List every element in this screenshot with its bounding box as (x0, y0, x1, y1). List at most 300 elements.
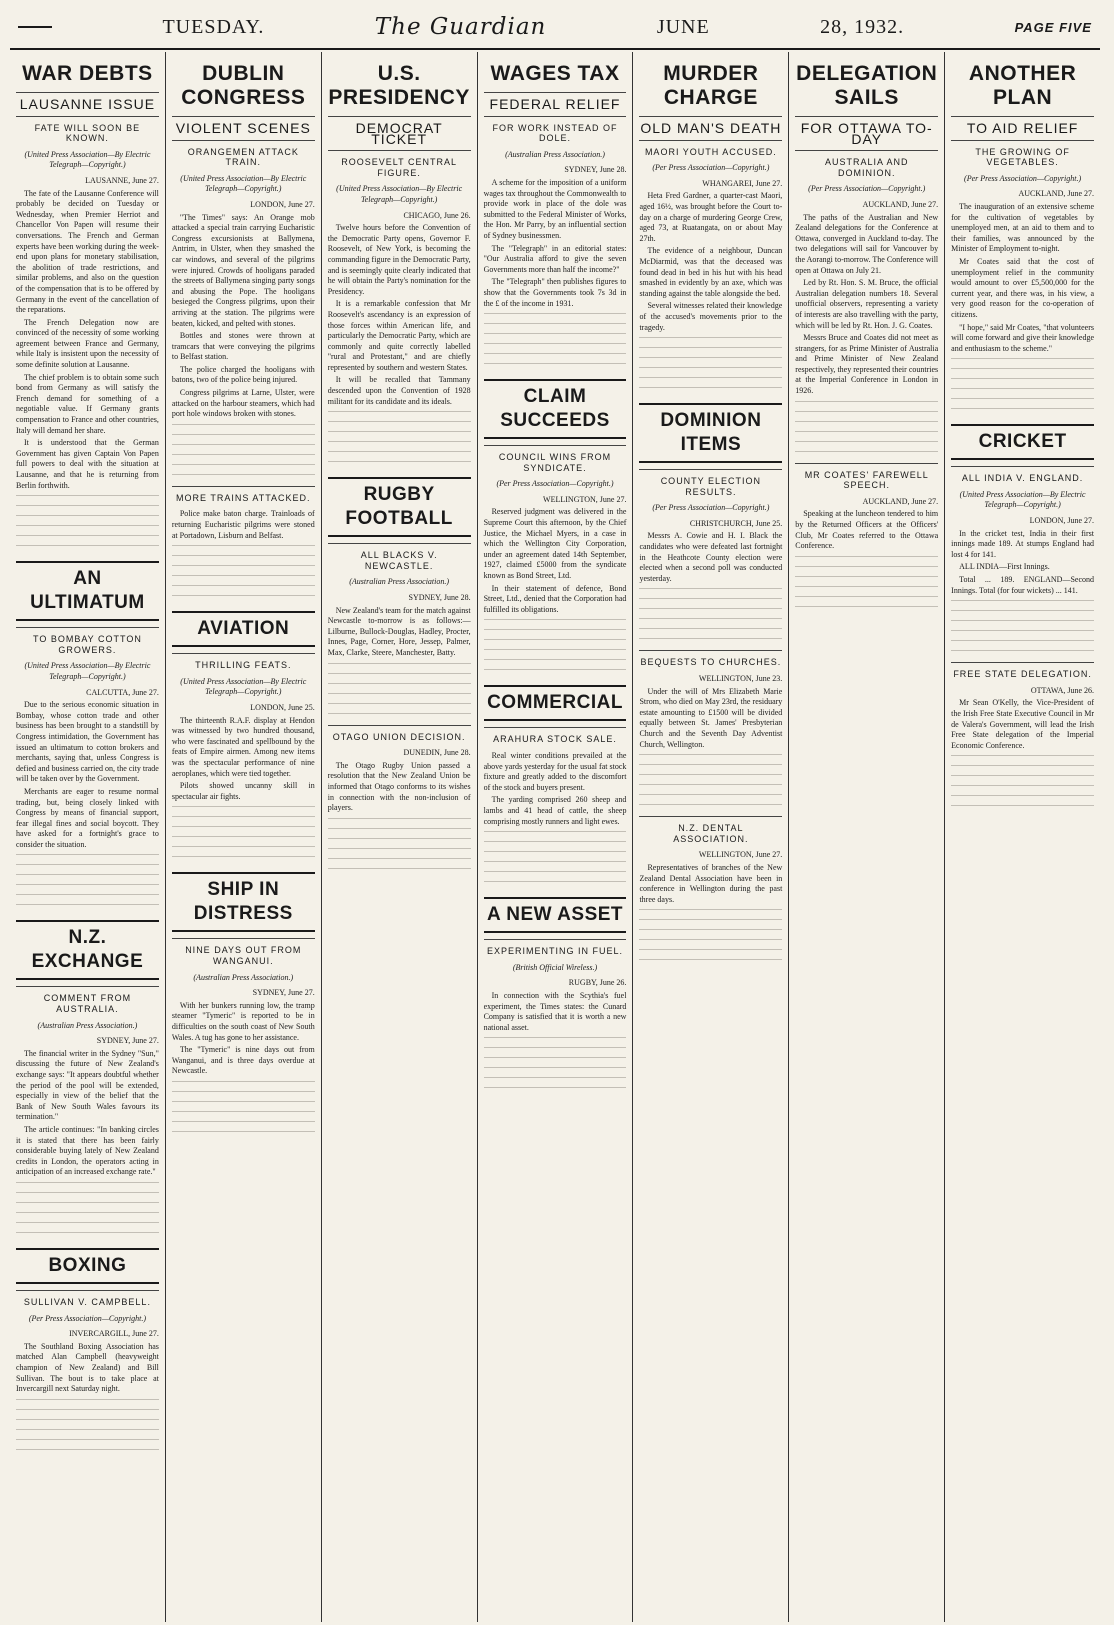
text-line (951, 765, 1094, 771)
text-line (484, 363, 627, 369)
text-line (484, 831, 627, 837)
text-line (16, 1202, 159, 1208)
article-credit: (Per Press Association—Copyright.) (652, 163, 770, 173)
article-paragraph: The paths of the Australian and New Zealand delegations for the Conference at Ottawa, converged in Auckland to-day. The two delegations will sail for Vancouver by the Aorangi to-morrow. The Conference will open at Ottawa on July 21. (795, 212, 939, 275)
article (16, 561, 159, 910)
article-deck: N.Z. DENTAL ASSOCIATION. (639, 816, 782, 844)
text-line (172, 1091, 315, 1097)
text-line (951, 610, 1094, 616)
text-line (328, 713, 471, 719)
article-paragraph: The "Tymeric" is nine days out from Wanganui, and is three days overdue at Newcastle. (171, 1045, 315, 1076)
text-line (16, 545, 159, 551)
article-paragraph: It will be recalled that Tammany descended upon the Convention of 1928 militant for its candidate and its ideals. (327, 375, 471, 406)
article-headline: AN ULTIMATUM (30, 568, 145, 614)
text-line (484, 333, 627, 339)
text-line (328, 818, 471, 824)
article-paragraph: Bottles and stones were thrown at tramcars that were conveying the pilgrims to Belfast station. (171, 331, 315, 362)
article-paragraph: The chief problem is to obtain some such bond from Germany as will satisfy the French demand for something of a negotiable value. If Germany grants compensation to France and other countries, Italy will demand her share. (16, 372, 159, 435)
article-body (16, 1049, 159, 1178)
column-3 (322, 52, 478, 1622)
text-line (795, 441, 938, 447)
text-line (172, 836, 315, 842)
article-dateline: AUCKLAND, June 27. (1018, 189, 1095, 199)
article-dateline: LONDON, June 27. (250, 199, 315, 209)
headline-box (639, 403, 782, 463)
text-line (172, 1081, 315, 1087)
text-line (172, 474, 315, 480)
article-paragraph: Twelve hours before the Convention of the Democratic Party opens, Governor F. Roosevelt, of New York, is becoming the commanding figure in the Democratic Party, and is seemingly quite clearly indicated that he will obtain the Party's nomination for the Presidency. (327, 223, 471, 296)
text-line (172, 816, 315, 822)
article-body (328, 606, 471, 659)
article (795, 62, 938, 457)
text-line (639, 764, 782, 770)
article (484, 379, 627, 675)
article (484, 685, 627, 887)
article-paragraph: Real winter conditions prevailed at the above yards yesterday for the usual fat stock fixture and greatly added to the discomfort of the stock and buyers present. (483, 751, 627, 792)
article (951, 62, 1094, 414)
article-dateline: WELLINGTON, June 23. (698, 674, 783, 684)
article (16, 920, 159, 1238)
headline-box (484, 379, 627, 439)
article-paragraph: Led by Rt. Hon. S. M. Bruce, the official Australian delegation numbers 18. Several unofficial observers, representing a variety of interests are also travelling with the party, which will be led by Rt. Hon. J. G. Coates. (795, 278, 939, 330)
article-headline: DOMINION ITEMS (660, 410, 762, 456)
text-line (172, 444, 315, 450)
article-paragraph: Congress pilgrims at Larne, Ulster, were attacked on the harbour steamers, which had port hole windows broken with stones. (171, 388, 315, 419)
text-line (795, 451, 938, 457)
article-body (951, 529, 1094, 597)
text-line (16, 1212, 159, 1218)
article-paragraph: The "Telegraph" in an editorial states: "Our Australia afford to give the seven Governments more than half the income?" (483, 243, 627, 274)
text-line (172, 555, 315, 561)
text-line (16, 495, 159, 501)
article-body (328, 761, 471, 814)
text-line (16, 884, 159, 890)
article (172, 486, 315, 601)
article (795, 463, 938, 612)
text-line (16, 1439, 159, 1445)
article-paragraph: Representatives of branches of the New Zealand Dental Association have been in conference in Wellington during the past three days. (639, 862, 783, 904)
text-line (16, 525, 159, 531)
article-headline: U.S. PRESIDENCY (328, 62, 470, 109)
article-headline: N.Z. EXCHANGE (31, 927, 144, 973)
text-line (328, 868, 471, 874)
text-line (639, 939, 782, 945)
article-deck: THE GROWING OF VEGETABLES. (951, 140, 1094, 168)
text-line (639, 909, 782, 915)
article-paragraph: Due to the serious economic situation in Bombay, whose cotton trade and other business has been brought to a standstill by Congress intimidation, the Government has issued an ultimatum to cotton brokers and merchants, saying that, unless Congress is defied and business carried on, the city trade will be taken over by the Government. (16, 700, 159, 784)
article-dateline: LONDON, June 25. (250, 703, 315, 712)
article-body (639, 863, 782, 905)
text-line (328, 451, 471, 457)
masthead-page-number: PAGE FIVE (1014, 19, 1092, 35)
text-line (172, 545, 315, 551)
article-paragraph: ALL INDIA—First Innings. (959, 562, 1050, 572)
text-line (795, 401, 938, 407)
article-dateline: CHICAGO, June 26. (403, 210, 471, 220)
article-body (639, 191, 782, 333)
article-paragraph: "The Times" says: An Orange mob attacked a special train carrying Eucharistic Congress excursionists at Ballymena, Antrim, in Ulster, when they smashed the car windows, and several of the pilgrims were injured. Crowds of hooligans paraded the streets of Ballymena singing party songs and abusing the Pope. The hooligans besieged the Congress pilgrims, upon their arriving at the station. The pilgrims were beaten, kicked, and pelted with stones. (171, 212, 315, 328)
text-line (172, 434, 315, 440)
text-line (16, 1222, 159, 1228)
text-line (16, 1232, 159, 1238)
text-line (484, 353, 627, 359)
article-deck: THRILLING FEATS. (172, 653, 315, 671)
article-credit: (Per Press Association—Copyright.) (808, 184, 926, 194)
text-line (639, 754, 782, 760)
text-line (639, 628, 782, 634)
article-deck: ARAHURA STOCK SALE. (484, 727, 627, 745)
article-paragraph: Messrs A. Cowie and H. I. Black the candidates who were defeated last fortnight in the Heathcote County election were elected when a second poll was conducted yesterday. (639, 531, 783, 583)
article (484, 897, 627, 1093)
masthead (10, 6, 1100, 50)
text-line (639, 784, 782, 790)
article-paragraph: Messrs Bruce and Coates did not meet as strangers, for as Prime Minister of Australia and Prime Minister of New Zealand respectively, they represented their countries at the Imperial Conference in London in 1926. (795, 333, 939, 396)
text-line (172, 424, 315, 430)
article-credit: (Australian Press Association.) (349, 577, 450, 587)
text-line (16, 1419, 159, 1425)
article-body (16, 189, 159, 492)
masthead-left-rule (18, 26, 52, 28)
article-paragraph: "I hope," said Mr Coates, "that volunteers will come forward and give their knowledge and enthusiasm to the scheme." (951, 322, 1095, 353)
article-dateline: WHANGAREI, June 27. (702, 178, 783, 188)
article-dateline: SYDNEY, June 27. (252, 988, 315, 998)
article-dateline: CALCUTTA, June 27. (86, 687, 159, 697)
text-line (484, 323, 627, 329)
newspaper-columns (10, 52, 1100, 1622)
article-paragraph: It is a remarkable confession that Mr Roosevelt's ascendancy is an expression of those forces within American life, and particularly the Democratic Party, which are commonly and quite correctly labelled "rural and Protestant," and are chiefly represented by southern and western States. (327, 299, 471, 372)
text-line (484, 629, 627, 635)
article-credit: (United Press Association—By Electric Telegraph—Copyright.) (959, 489, 1086, 510)
column-6 (789, 52, 945, 1622)
text-line (795, 421, 938, 427)
text-line (795, 596, 938, 602)
article-credit: (United Press Association—By Electric Telegraph—Copyright.) (24, 661, 151, 681)
text-line (484, 313, 627, 319)
article-paragraph: Mr Coates said that the cost of unemployment relief in the community would amount to over £5,500,000 for the current year, and there was, in his view, a very good reason for the co-operation of citizens. (951, 256, 1095, 319)
text-line (484, 343, 627, 349)
article-body (172, 716, 315, 803)
article-deck: ORANGEMEN ATTACK TRAIN. (172, 140, 315, 168)
text-line (16, 904, 159, 910)
text-line (639, 959, 782, 965)
article-dateline: SYDNEY, June 28. (564, 165, 627, 175)
article-deck: EXPERIMENTING IN FUEL. (484, 939, 627, 957)
article-subheadline: VIOLENT SCENES (172, 116, 315, 134)
article-paragraph: Under the will of Mrs Elizabeth Marie Strom, who died on May 23rd, the residuary estate amounting to £1500 will be divided equally between St. James' Presbyterian Church and the Seventh Day Adventist Church, Wellington. (639, 686, 783, 749)
article-paragraph: With her bunkers running low, the tramp steamer "Tymeric" is reported to be in difficulties on the south coast of New South Wales. A tug has gone to her assistance. (171, 1000, 315, 1042)
article-credit: (United Press Association—By Electric Telegraph—Copyright.) (180, 173, 307, 194)
text-line (16, 1182, 159, 1188)
article-dateline: RUGBY, June 26. (568, 978, 627, 988)
text-line (484, 871, 627, 877)
article-body (16, 700, 159, 850)
article-subheadline: TO AID RELIEF (951, 116, 1094, 134)
article-headline: AVIATION (197, 618, 290, 640)
article-dateline: SYDNEY, June 27. (96, 1036, 159, 1046)
text-line (639, 949, 782, 955)
text-line (795, 556, 938, 562)
article-paragraph: The inauguration of an extensive scheme for the cultivation of vegetables by unemployed men, at an aid to them and to their families, was announced by the Minister of Employment to-night. (951, 201, 1095, 254)
text-line (484, 1057, 627, 1063)
article-credit: (United Press Association—By Electric Telegraph—Copyright.) (336, 184, 463, 204)
article-credit: (Australian Press Association.) (505, 149, 605, 159)
article-body (172, 213, 315, 420)
text-line (16, 1192, 159, 1198)
article-body (484, 991, 627, 1033)
text-line (639, 377, 782, 383)
article-body (172, 1001, 315, 1077)
text-line (951, 600, 1094, 606)
text-line (328, 421, 471, 427)
text-line (172, 846, 315, 852)
article-dateline: OTTAWA, June 26. (1030, 685, 1095, 695)
text-line (484, 1077, 627, 1083)
article (172, 62, 315, 480)
text-line (484, 619, 627, 625)
text-line (639, 929, 782, 935)
article-dateline: LONDON, June 27. (1029, 516, 1095, 526)
text-line (328, 838, 471, 844)
text-line (639, 357, 782, 363)
article-deck: FREE STATE DELEGATION. (951, 662, 1094, 680)
text-line (951, 795, 1094, 801)
text-line (951, 398, 1094, 404)
article-credit: (United Press Association—By Electric Telegraph—Copyright.) (24, 149, 151, 170)
article (16, 1248, 159, 1455)
article-headline: DUBLIN CONGRESS (181, 62, 306, 109)
text-line (172, 856, 315, 862)
column-4 (478, 52, 634, 1622)
article-deck: BEQUESTS TO CHURCHES. (639, 650, 782, 668)
article-dateline: LAUSANNE, June 27. (85, 175, 159, 185)
article-paragraph: The article continues: "In banking circles it is stated that there has been fairly considerable buying lately of New Zealand credits in London, the operators acting in anticipation of an increased exchange rate." (16, 1125, 159, 1177)
text-line (484, 881, 627, 887)
masthead-month: JUNE (656, 15, 710, 38)
article-body (16, 1342, 159, 1395)
article-subheadline: LAUSANNE ISSUE (16, 92, 159, 110)
text-line (484, 669, 627, 675)
article (639, 62, 782, 393)
article-body (951, 698, 1094, 751)
article-deck: FATE WILL SOON BE KNOWN. (16, 116, 159, 144)
text-line (951, 775, 1094, 781)
text-line (16, 515, 159, 521)
article (951, 662, 1094, 811)
article-body (484, 507, 627, 615)
text-line (328, 461, 471, 467)
masthead-date: 28, 1932. (820, 15, 905, 38)
column-1 (10, 52, 166, 1622)
text-line (328, 683, 471, 689)
text-line (951, 630, 1094, 636)
text-line (639, 337, 782, 343)
text-line (172, 585, 315, 591)
article (951, 424, 1094, 656)
text-line (795, 576, 938, 582)
article-deck: COUNTY ELECTION RESULTS. (639, 469, 782, 497)
column-5 (633, 52, 789, 1622)
article-paragraph: The police charged the hooligans with batons, two of the police being injured. (171, 364, 315, 385)
article-body (328, 223, 471, 407)
text-line (639, 618, 782, 624)
text-line (172, 826, 315, 832)
article-credit: (British Official Wireless.) (512, 962, 598, 972)
article-paragraph: Heta Fred Gardner, a quarter-cast Maori, aged 16½, was brought before the Court to-day on a charge of murdering George Crew, aged 73, at Ruatangata, on or about May 27th. (639, 191, 783, 243)
article-credit: (Australian Press Association.) (193, 972, 294, 982)
article-headline: RUGBY FOOTBALL (345, 484, 453, 530)
text-line (951, 378, 1094, 384)
article-body (795, 509, 938, 551)
text-line (484, 639, 627, 645)
masthead-paper-title: The Guardian (374, 14, 547, 40)
article-deck: COMMENT FROM AUSTRALIA. (16, 986, 159, 1014)
article-body (484, 751, 627, 827)
text-line (16, 1449, 159, 1455)
text-line (951, 620, 1094, 626)
article-paragraph: New Zealand's team for the match against Newcastle to-morrow is as follows:—Lilburne, Bullock-Douglas, Hadley, Procter, Innes, Page, Corner, Hore, Jessep, Palmer, Max, Clarke, Steere, Manchester, Batty. (327, 605, 471, 657)
text-line (639, 588, 782, 594)
text-line (16, 535, 159, 541)
text-line (328, 411, 471, 417)
article (16, 62, 159, 551)
article-paragraph: The "Telegraph" then publishes figures to show that the Governments took 7s 3d in the £ of the income in 1931. (483, 277, 627, 308)
text-line (484, 1087, 627, 1093)
text-line (16, 894, 159, 900)
article-body (639, 687, 782, 751)
headline-box (328, 477, 471, 537)
article (639, 403, 782, 644)
text-line (639, 804, 782, 810)
article-headline: MURDER CHARGE (663, 62, 759, 109)
article-dateline: WELLINGTON, June 27. (698, 850, 783, 860)
article-deck: SULLIVAN V. CAMPBELL. (16, 1290, 159, 1308)
text-line (951, 368, 1094, 374)
text-line (328, 828, 471, 834)
article-paragraph: The French Delegation now are convinced of the necessity of some working agreement between France and Germany, while Italy is insistent upon the necessity of some definite solution at Lausanne. (16, 317, 159, 370)
article-subheadline: FEDERAL RELIEF (484, 92, 627, 110)
text-line (639, 794, 782, 800)
article-paragraph: Total ... 189. ENGLAND—Second Innings. Total (for four wickets) ... 141. (951, 575, 1095, 595)
article-paragraph: The fate of the Lausanne Conference will probably be decided on Tuesday or Wednesday, when Premier Herriot and Chancellor Von Papen will resume their conversations. The French and German experts have been working during the week-end upon plans for monetary stabilisation, the abolition of trade restrictions, and similar problems, and also on the question of the compensation that is to be offered by Germany in the event of the cancellation of the reparations. (16, 188, 159, 315)
text-line (328, 663, 471, 669)
text-line (639, 608, 782, 614)
article-deck: MORE TRAINS ATTACKED. (172, 486, 315, 504)
article-credit: (Per Press Association—Copyright.) (496, 479, 614, 489)
text-line (172, 454, 315, 460)
text-line (951, 805, 1094, 811)
text-line (328, 431, 471, 437)
text-line (795, 566, 938, 572)
article-body (639, 531, 782, 584)
article-deck: TO BOMBAY COTTON GROWERS. (16, 627, 159, 655)
text-line (639, 347, 782, 353)
article-paragraph: The Southland Boxing Association has matched Alan Campbell (heavyweight champion of New Zealand) and Bill Sullivan. The bout is to take place at Invercargill next Saturday night. (16, 1341, 159, 1394)
article-deck: COUNCIL WINS FROM SYNDICATE. (484, 445, 627, 473)
text-line (328, 693, 471, 699)
text-line (328, 858, 471, 864)
text-line (951, 408, 1094, 414)
article-body (172, 509, 315, 541)
text-line (639, 367, 782, 373)
article (328, 477, 471, 718)
article-paragraph: The thirteenth R.A.F. display at Hendon was witnessed by two hundred thousand, who were fascinated and spellbound by the feats of Empire airmen. Among new items was the spectacular performance of nine aeroplanes, which were tied together. (171, 715, 315, 778)
article-deck: FOR WORK INSTEAD OF DOLE. (484, 116, 627, 144)
masthead-day: TUESDAY. (162, 15, 265, 38)
column-7 (945, 52, 1100, 1622)
text-line (484, 841, 627, 847)
headline-box (16, 920, 159, 980)
text-line (328, 848, 471, 854)
article-body (484, 178, 627, 309)
article (172, 611, 315, 862)
text-line (172, 464, 315, 470)
headline-box (16, 561, 159, 621)
text-line (172, 1111, 315, 1117)
text-line (484, 649, 627, 655)
text-line (16, 1429, 159, 1435)
article-paragraph: In their statement of defence, Bond Street, Ltd., denied that the Corporation had fulfilled its obligations. (483, 583, 627, 614)
article-paragraph: Pilots showed uncanny skill in spectacular air fights. (171, 781, 315, 801)
article-deck: OTAGO UNION DECISION. (328, 725, 471, 743)
text-line (951, 755, 1094, 761)
text-line (795, 411, 938, 417)
article (328, 62, 471, 467)
text-line (951, 650, 1094, 656)
text-line (951, 358, 1094, 364)
article-paragraph: It is understood that the German Government has given Captain Von Papen full powers to deal with the situation at Lausanne, and that he is returning from Berlin forthwith. (16, 438, 159, 490)
text-line (172, 565, 315, 571)
article-headline: WAR DEBTS (22, 62, 153, 85)
article (328, 725, 471, 874)
text-line (16, 874, 159, 880)
article-paragraph: Speaking at the luncheon tendered to him by the Returned Officers at the Officers' Club, Mr Coates referred to the Ottawa Conference. (795, 509, 939, 551)
article-paragraph: In the cricket test, India in their first innings made 189. At stumps England had lost 4 for 141. (951, 528, 1095, 559)
article-paragraph: The Otago Rugby Union passed a resolution that the New Zealand Union be informed that Otago conforms to its wishes in connection with the non-inclusion of players. (327, 760, 471, 813)
text-line (172, 595, 315, 601)
text-line (172, 806, 315, 812)
text-line (484, 1037, 627, 1043)
article (639, 816, 782, 965)
article-headline: A NEW ASSET (486, 904, 624, 926)
article-headline: DELEGATION SAILS (796, 62, 938, 109)
article-paragraph: Several witnesses related their knowledge of the accused's movements prior to the tragedy. (639, 301, 783, 332)
article-paragraph: Mr Sean O'Kelly, the Vice-President of the Irish Free State Executive Council in Mr de Valera's Government, will lead the Irish Free State delegation of the Imperial Economic Conference. (951, 698, 1095, 750)
text-line (795, 606, 938, 612)
article-headline: WAGES TAX (490, 62, 620, 85)
article-headline: ANOTHER PLAN (968, 62, 1077, 109)
text-line (16, 1409, 159, 1415)
article-paragraph: Police make baton charge. Trainloads of returning Eucharistic pilgrims were stoned at Portadown, Lisburn and Belfast. (171, 509, 315, 540)
text-line (639, 387, 782, 393)
text-line (795, 586, 938, 592)
text-line (328, 441, 471, 447)
article-paragraph: In connection with the Scythia's fuel experiment, the Times states: the Cunard Company is satisfied that it is worth a new national asset. (483, 990, 627, 1032)
headline-box (484, 685, 627, 721)
article-paragraph: The yarding comprised 260 sheep and lambs and 41 head of cattle, the sheep comprising mostly runners and light ewes. (483, 795, 627, 826)
article-paragraph: Reserved judgment was delivered in the Supreme Court this afternoon, by the Chief Justice, the Michael Myers, in a case in which the Wellington City Corporation, under an agreement dated 14th September, 1927, claimed £5000 from the syndicate known as Bond Street, Ltd. (483, 507, 627, 581)
text-line (484, 861, 627, 867)
text-line (639, 638, 782, 644)
article-dateline: AUCKLAND, June 27. (862, 199, 939, 209)
headline-box (951, 424, 1094, 460)
text-line (484, 1047, 627, 1053)
article-dateline: WELLINGTON, June 27. (543, 494, 627, 504)
article-paragraph: The evidence of a neighbour, Duncan McDiarmid, was that the deceased was found dead in bed in his hut with his head smashed in evidently by an axe, which was standing against the table alongside the bed. (639, 246, 783, 298)
article-dateline: CHRISTCHURCH, June 25. (689, 518, 783, 528)
headline-box (16, 1248, 159, 1284)
article-deck: AUSTRALIA AND DOMINION. (795, 150, 938, 178)
article-dateline: SYDNEY, June 28. (408, 593, 471, 603)
